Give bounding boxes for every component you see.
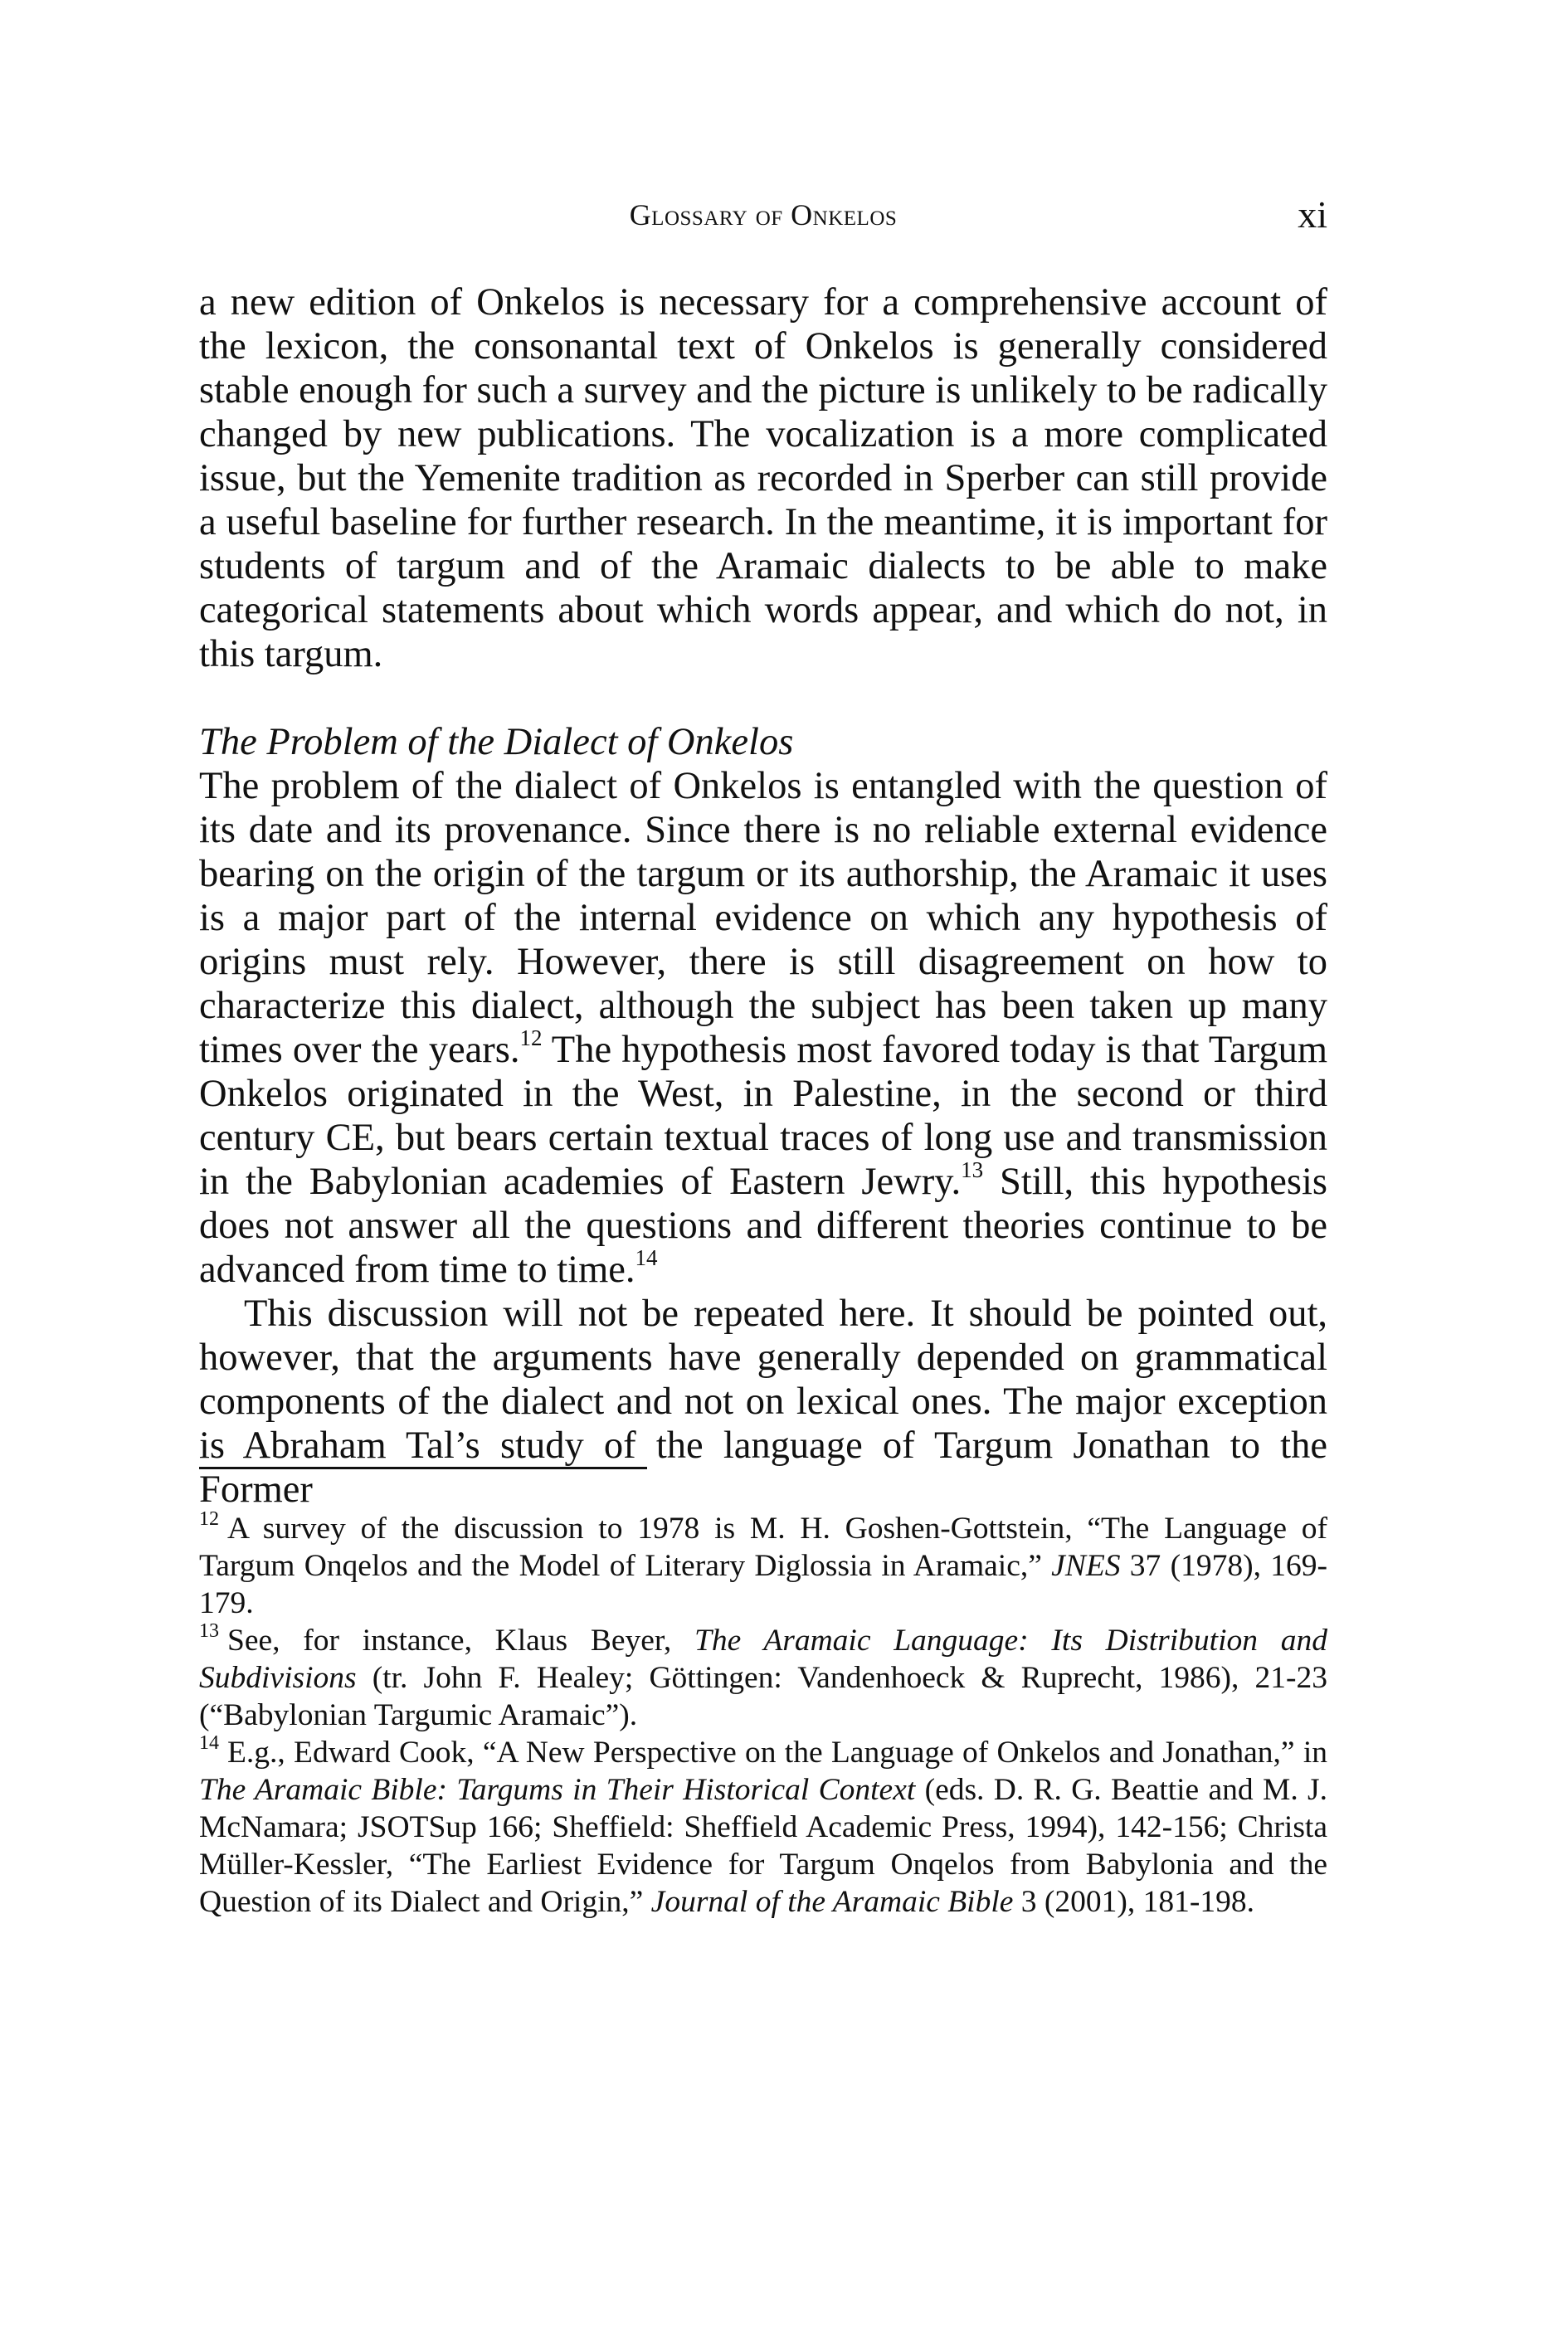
footnote-text: (tr. John F. Healey; Göttingen: Vandenhoeck & Ruprecht, 1986), 21-23 (“Babylonian Targumic Aramaic”). (199, 1661, 1327, 1732)
footnote-journal: Journal of the Aramaic Bible (650, 1885, 1014, 1919)
paragraph-2-part-1: The problem of the dialect of Onkelos is entangled with the question of its date and its provenance. Since there is no reliable external evidence bearing on the origin of the targum or its authorship, the Aramaic it uses is a major part of the internal evidence on which any hypothesis of origins must rely. However, there is still disagreement on how to characterize this dialect, although the subject has been taken up many times over the years. (199, 765, 1327, 1071)
footnote-title: The Aramaic Language: Its Distribution and Subdivisions (199, 1624, 1327, 1695)
footnote-text: E.g., Edward Cook, “A New Perspective on the Language of Onkelos and Jonathan,” in (227, 1736, 1327, 1770)
footnote-text: A survey of the discussion to 1978 is M. H. Goshen-Gottstein, “The Language of Targum Onqelos and the Model of Literary Diglossia in Aramaic,” (199, 1512, 1327, 1583)
footnote-number: 12 (199, 1508, 219, 1530)
footnote-number: 14 (199, 1732, 219, 1754)
footnote-ref-12[interactable]: 12 (519, 1025, 543, 1050)
paragraph-2-part-2: The hypothesis most favored today is that Targum Onkelos originated in the West, in Palestine, in the second or third century CE, but bears certain textual traces of long use and transmission in the Babylonian academies of Eastern Jewry. (199, 1029, 1327, 1203)
paragraph-2-part-3: Still, this hypothesis does not answer all the questions and different theories continue to be advanced from time to time. (199, 1161, 1327, 1291)
footnote-13 (199, 1622, 1327, 1734)
footnote-14 (199, 1734, 1327, 1921)
footnote-ref-14[interactable]: 14 (635, 1245, 658, 1270)
footnote-number: 13 (199, 1620, 219, 1642)
footnote-title: The Aramaic Bible: Targums in Their Historical Context (199, 1773, 916, 1807)
footnote-text: 37 (1978), 169-179. (199, 1549, 1327, 1620)
footnote-divider (199, 1467, 647, 1469)
footnote-12 (199, 1510, 1327, 1622)
footnote-text: See, for instance, Klaus Beyer, (227, 1624, 695, 1658)
paragraph-1: a new edition of Onkelos is necessary for a comprehensive account of the lexicon, the consonantal text of Onkelos is generally considered stable enough for such a survey and the picture is unlikely to be radically changed by new publications. The vocalization is a more complicated issue, but the Yemenite tradition as recorded in Sperber can still provide a useful baseline for further research. In the meantime, it is important for students of targum and of the Aramaic dialects to be able to make categorical statements about which words appear, and which do not, in this targum. (199, 281, 1327, 675)
running-head: Glossary of Onkelos (629, 198, 898, 231)
footnote-title: JNES (1051, 1549, 1121, 1583)
footnote-text: 3 (2001), 181-198. (1013, 1885, 1255, 1919)
footnotes (199, 1510, 1327, 1921)
footnote-text: (eds. D. R. G. Beattie and M. J. McNamara; JSOTSup 166; Sheffield: Sheffield Academic Press, 1994), 142-156; Christa Müller-Kessler, “The Earliest Evidence for Targum Onqelos from Babylonia and the Question of its Dialect and Origin,” (199, 1773, 1327, 1919)
page-number: xi (1298, 193, 1327, 236)
page-header (199, 186, 1327, 236)
paragraph-3: This discussion will not be repeated here. It should be pointed out, however, that the arguments have generally depended on grammatical components of the dialect and not on lexical ones. The major exception is Abraham Tal’s study of the language of Targum Jonathan to the Former (199, 1293, 1327, 1511)
main-text (199, 280, 1327, 1512)
paragraph-2 (199, 764, 1327, 1292)
footnote-ref-13[interactable]: 13 (961, 1157, 984, 1182)
section-heading: The Problem of the Dialect of Onkelos (199, 721, 794, 763)
